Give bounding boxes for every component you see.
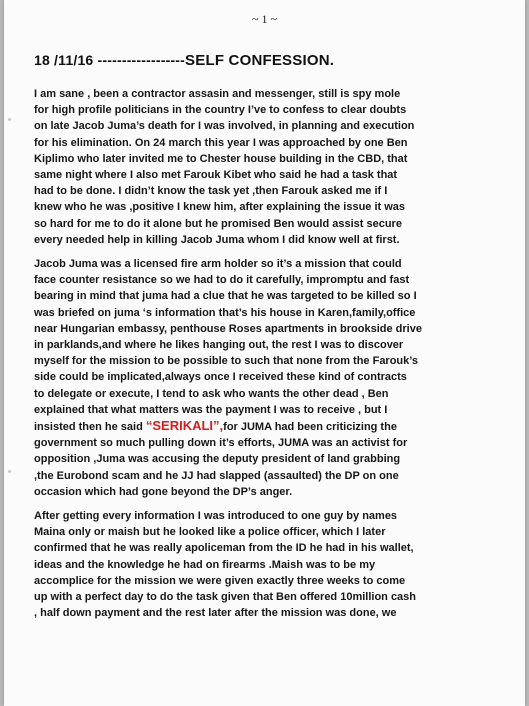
text-line: Jacob Juma was a licensed fire arm holder so it’s a mission that could	[34, 258, 402, 271]
text-line: accomplice for the mission we were given exactly three weeks to come	[34, 574, 406, 587]
text-line: ideas and the knowledge he had on firearms .Maish was to be my	[34, 558, 376, 571]
text-segment: for JUMA had been criticizing the	[223, 421, 397, 434]
text-line: to delegate or execute, I tend to ask who wants the other dead , Ben	[34, 387, 389, 400]
red-highlight-word: “SERIKALI”,	[145, 418, 224, 434]
text-line: was briefed on juma ‘s information that’s his house in Karen,family,office	[34, 306, 416, 319]
text-line: occasion which had gone beyond the DP’s anger.	[34, 485, 293, 498]
text-line: explained that what matters was the payment I was to receive , but I	[34, 403, 388, 416]
text-line: had to be done. I didn’t know the task yet ,then Farouk asked me if I	[34, 185, 388, 198]
text-line: every needed help in killing Jacob Juma whom I did know well at first.	[34, 233, 400, 246]
text-line: ,the Eurobond scam and he JJ had slapped (assaulted) the DP on one	[34, 469, 399, 482]
text-line: bearing in mind that juma had a clue that he was targeted to be killed so I	[34, 290, 417, 303]
text-line: for high profile politicians in the country I’ve to confess to clear doubts	[34, 104, 407, 117]
text-line: knew who he was ,positive I knew him, after explaining the issue it was	[34, 201, 406, 214]
text-line: side could be implicated,always once I received these kind of contracts	[34, 371, 407, 384]
text-line: , half down payment and the rest later after the mission was done, we	[34, 607, 397, 620]
document-page	[4, 0, 525, 706]
text-line: Kiplimo who later invited me to Chester house building in the CBD, that	[34, 152, 408, 165]
heading-dashes: ------------------	[97, 52, 186, 68]
heading-title: SELF CONFESSION.	[185, 52, 335, 69]
paragraph-2	[34, 256, 504, 500]
text-line: near Hungarian embassy, penthouse Roses apartments in brookside drive	[34, 322, 422, 335]
text-line: on late Jacob Juma’s death for I was involved, in planning and execution	[34, 120, 415, 133]
text-line: confirmed that he was really apoliceman from the ID he had in his wallet,	[34, 542, 414, 555]
document-body	[34, 86, 504, 630]
text-line: After getting every information I was introduced to one guy by names	[34, 510, 398, 523]
text-line: so hard for me to do it alone but he promised Ben would assist secure	[34, 217, 402, 230]
text-segment: insisted then he said	[34, 421, 146, 434]
text-line: in parklands,and where he likes hanging out, the rest I was to discover	[34, 339, 404, 352]
text-line: up with a perfect day to do the task given that Ben offered 10million cash	[34, 591, 417, 604]
heading-date: 18 /11/16	[34, 52, 94, 68]
paragraph-3	[34, 508, 504, 621]
text-line: for his elimination. On 24 march this year I was approached by one Ben	[34, 136, 408, 149]
text-line: same night where I also met Farouk Kibet who said he had a task that	[34, 169, 398, 182]
confession-heading	[34, 52, 334, 69]
text-line: face counter resistance so we had to do it carefully, impromptu and fast	[34, 274, 410, 287]
paragraph-1	[34, 86, 504, 248]
page-number: ~ 1 ~	[252, 12, 277, 26]
punch-mark	[8, 470, 11, 473]
text-line: Maina only or maish but he looked like a police officer, which I later	[34, 526, 386, 539]
text-line: government so much pulling down it’s efforts, JUMA was an activist for	[34, 437, 408, 450]
text-line: opposition ,Juma was accusing the deputy president of land grabbing	[34, 453, 401, 466]
text-line: myself for the mission to be possible to such that none from the Farouk’s	[34, 355, 419, 368]
text-line-with-highlight	[34, 418, 504, 435]
text-line: I am sane , been a contractor assasin and messenger, still is spy mole	[34, 88, 401, 100]
punch-mark	[8, 118, 11, 121]
